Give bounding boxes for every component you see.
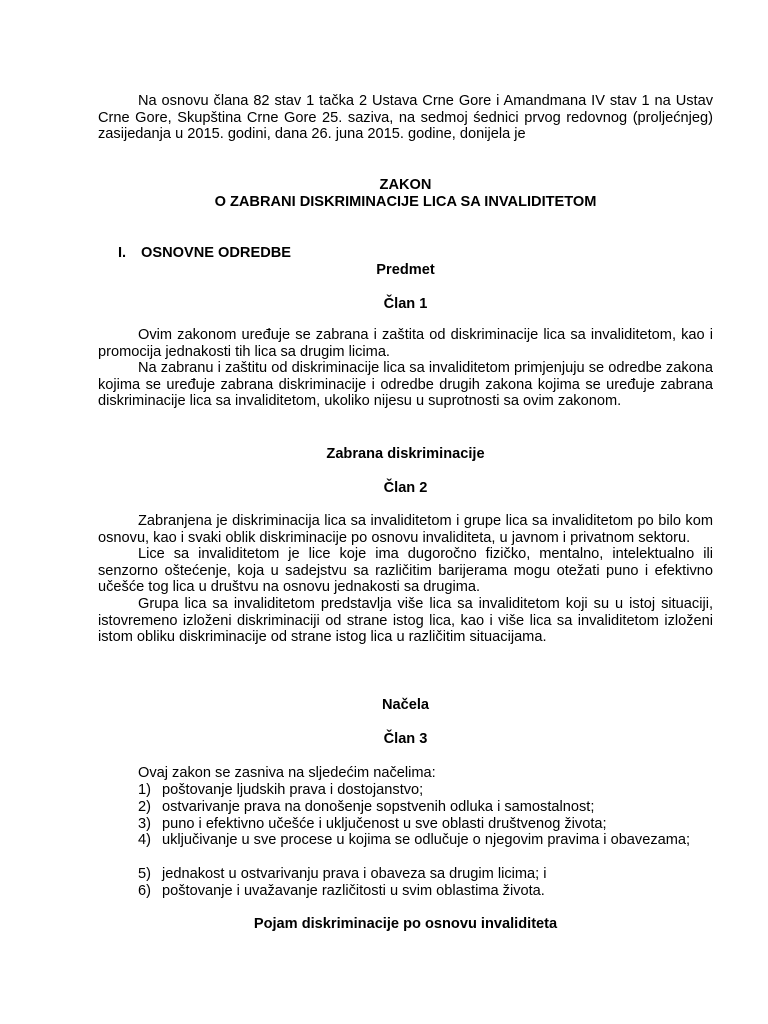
article-2-label: Član 2: [383, 480, 428, 496]
list-item: [138, 866, 713, 883]
article-1-body: [98, 327, 713, 410]
article-1-label: Član 1: [383, 296, 428, 312]
article-1-paragraph: Na zabranu i zaštitu od diskriminacije lica sa invaliditetom primjenjuju se odredbe zakona kojima se uređuje zabrana diskriminacije i odredbe drugih zakona kojima se uređuje zabrana diskriminacije lica sa invaliditetom, ukoliko nijesu u suprotnosti sa ovim zakonom.: [98, 360, 713, 410]
article-2-heading: Zabrana diskriminacije: [326, 446, 485, 462]
article-1-heading: Predmet: [376, 262, 435, 278]
article-3-intro: [98, 765, 713, 782]
article-2-paragraph: Grupa lica sa invaliditetom predstavlja više lica sa invaliditetom koji su u istoj situaciji, istovremeno izloženi diskriminaciji od strane istog lica, kao i više lica sa invaliditetom izloženi istom obliku diskriminacije od strane istog lica u različitim situacijama.: [98, 595, 713, 646]
list-number: 6): [138, 883, 151, 899]
list-text: poštovanje ljudskih prava i dostojanstvo;: [162, 782, 424, 798]
list-text: jednakost u ostvarivanju prava i obaveza sa drugim licima; i: [162, 866, 547, 882]
list-item-text: [98, 832, 713, 849]
article-4-heading: Pojam diskriminacije po osnovu invaliditeta: [253, 916, 558, 932]
list-item: [138, 883, 713, 900]
section-heading: [118, 245, 291, 262]
list-text: ostvarivanje prava na donošenje sopstvenih odluka i samostalnost;: [162, 799, 595, 815]
article-2-body: [98, 513, 713, 646]
list-item: [138, 799, 713, 816]
list-item: [138, 816, 713, 833]
section-number: I.: [118, 245, 127, 261]
preamble-text: Na osnovu člana 82 stav 1 tačka 2 Ustava Crne Gore i Amandmana IV stav 1 na Ustav Crne Gore, Skupština Crne Gore 25. saziva, na sedmoj śednici prvog redovnog (proljećnjeg) zasijedanja u 2015. godini, dana 26. juna 2015. godine, donijela je: [98, 93, 713, 143]
article-2-paragraph: Lice sa invaliditetom je lice koje ima dugoročno fizičko, mentalno, intelektualno ili senzorno oštećenje, koja u sadejstvu sa različitim barijerama mogu otežati puno i efektivno učešće tog lica u društvu na osnovu jednakosti sa drugima.: [98, 546, 713, 596]
law-title: ZAKON: [379, 177, 432, 193]
preamble: [98, 93, 713, 143]
list-text: puno i efektivno učešće i uključenost u sve oblasti društvenog života;: [162, 816, 607, 832]
article-3-heading: Načela: [381, 697, 430, 713]
list-number: 4): [138, 832, 151, 848]
list-number: 3): [138, 816, 151, 832]
list-text: poštovanje i uvažavanje različitosti u svim oblastima života.: [162, 883, 545, 899]
list-number: 1): [138, 782, 151, 798]
article-3-intro-text: Ovaj zakon se zasniva na sljedećim načelima:: [138, 765, 436, 781]
section-title: OSNOVNE ODREDBE: [141, 245, 292, 261]
article-3-label: Član 3: [383, 731, 428, 747]
list-item-wrapped: [98, 832, 713, 849]
law-subtitle: O ZABRANI DISKRIMINACIJE LICA SA INVALIDITETOM: [214, 194, 597, 210]
list-number: 5): [138, 866, 151, 882]
list-item: [138, 782, 713, 799]
article-2-paragraph: Zabranjena je diskriminacija lica sa invaliditetom i grupe lica sa invaliditetom po bilo kom osnovu, kao i svaki oblik diskriminacije po osnovu invaliditeta, u javnom i privatnom sektoru.: [98, 513, 713, 546]
article-1-paragraph: Ovim zakonom uređuje se zabrana i zaštita od diskriminacije lica sa invaliditetom, kao i promocija jednakosti tih lica sa drugim licima.: [98, 327, 713, 360]
list-text: uključivanje u sve procese u kojima se odlučuje o njegovim pravima i obavezama;: [162, 832, 691, 848]
list-number: 2): [138, 799, 151, 815]
